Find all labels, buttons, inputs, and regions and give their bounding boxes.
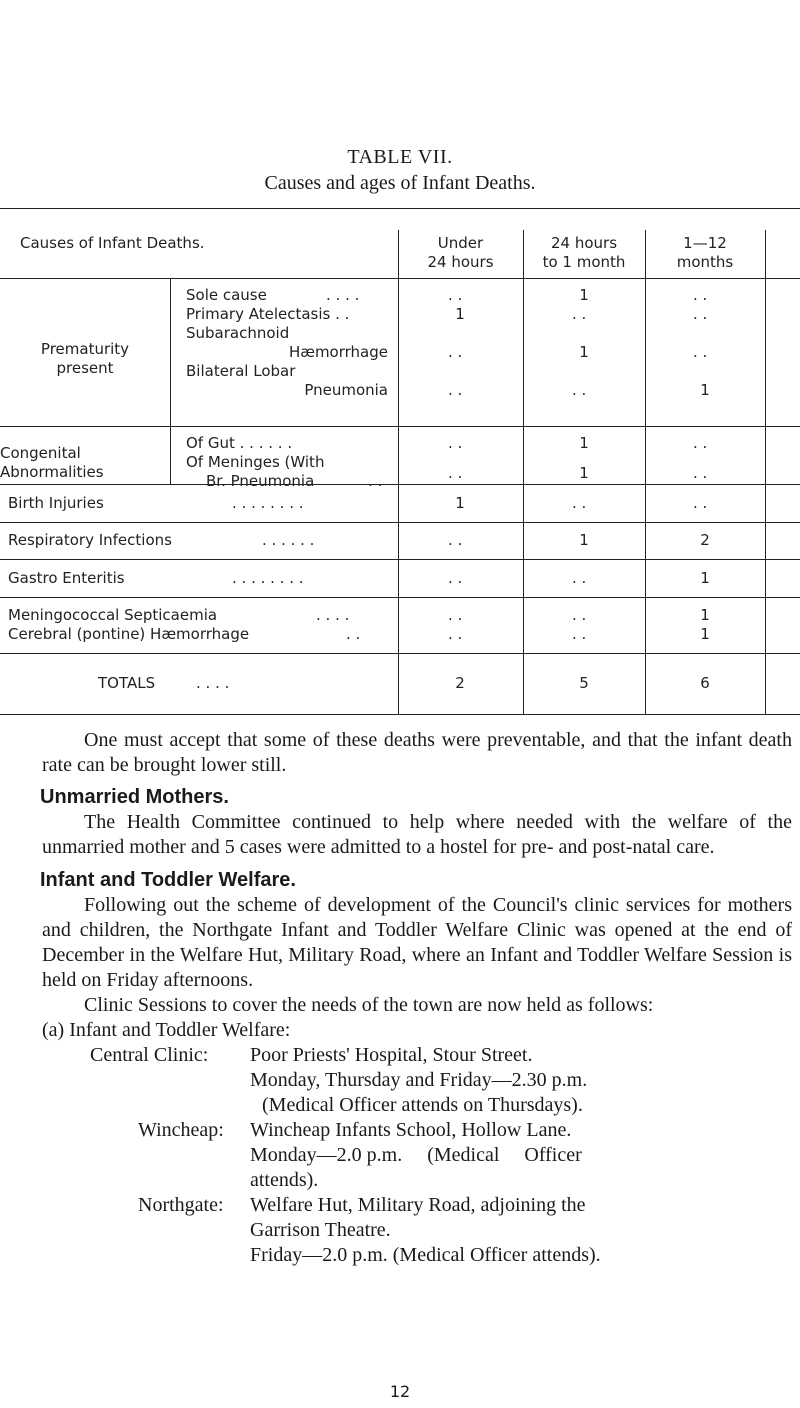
row-dots: . . . . — [316, 606, 350, 624]
empty-cell-dots: . . — [693, 343, 708, 361]
congenital-label-line2: Abnormalities — [0, 463, 104, 481]
empty-cell-dots: . . — [572, 569, 587, 587]
header-1-12-months — [645, 234, 765, 272]
empty-cell-dots: . . — [572, 305, 587, 323]
heading-infant-toddler-welfare: Infant and Toddler Welfare. — [40, 869, 296, 891]
row-dots: . . . . . . — [262, 531, 315, 549]
empty-cell-dots: . . — [448, 286, 463, 304]
row-rule — [0, 653, 800, 654]
empty-cell-dots: . . — [693, 434, 708, 452]
cell-value: 1 — [700, 569, 710, 587]
empty-cell-dots: . . — [448, 531, 463, 549]
header-under-line1: Under — [437, 234, 484, 252]
row-dots: . . . . — [196, 674, 230, 692]
row-rule — [0, 559, 800, 560]
wincheap-line3: attends). — [250, 1169, 319, 1191]
prematurity-label-line2: present — [56, 359, 114, 377]
header-24h-line2: to 1 month — [542, 253, 626, 271]
row-birth-injuries: Birth Injuries — [8, 494, 104, 512]
row-of-gut: Of Gut . . . . . . — [186, 434, 293, 452]
table-top-rule — [0, 208, 800, 209]
cell-value: 1 — [579, 286, 589, 304]
empty-cell-dots: . . — [572, 606, 587, 624]
row-bilateral-lobar: Bilateral Lobar — [186, 362, 296, 380]
col-rule — [398, 230, 399, 714]
cell-value: 1 — [455, 305, 465, 323]
northgate-line3: Friday—2.0 p.m. (Medical Officer attends). — [250, 1244, 601, 1266]
row-pneumonia: Pneumonia — [304, 381, 388, 399]
row-cerebral-haemorrhage: Cerebral (pontine) Hæmorrhage — [8, 625, 250, 643]
wincheap-line2: Monday—2.0 p.m. (Medical Officer — [250, 1144, 582, 1166]
row-dots: . . . . . . . . — [232, 569, 304, 587]
row-dots: . . — [368, 472, 383, 490]
empty-cell-dots: . . — [693, 464, 708, 482]
row-primary-atelectasis: Primary Atelectasis . . — [186, 305, 350, 323]
empty-cell-dots: . . — [448, 434, 463, 452]
cell-value: 1 — [700, 625, 710, 643]
row-dots: . . — [346, 625, 361, 643]
paragraph-clinic-sessions: Clinic Sessions to cover the needs of the town are now held as follows: — [84, 994, 654, 1016]
row-rule — [0, 522, 800, 523]
header-months-line1: 1—12 — [683, 234, 727, 252]
table-subtitle: Causes and ages of Infant Deaths. — [264, 172, 536, 194]
header-under-24-hours — [398, 234, 523, 272]
cell-value: 1 — [579, 531, 589, 549]
northgate-line1: Welfare Hut, Military Road, adjoining the — [250, 1194, 586, 1216]
paragraph-preventable: One must accept that some of these deaths were preventable, and that the infant death rate can be brought lower still. — [42, 729, 792, 776]
central-clinic-line1: Poor Priests' Hospital, Stour Street. — [250, 1044, 533, 1066]
col-rule — [645, 230, 646, 714]
page-number: 12 — [389, 1382, 411, 1401]
body-text — [40, 728, 792, 1268]
col-rule — [170, 278, 171, 484]
empty-cell-dots: . . — [448, 625, 463, 643]
clinic-list — [42, 1018, 792, 1268]
empty-cell-dots: . . — [448, 381, 463, 399]
cell-value: 1 — [700, 606, 710, 624]
prematurity-label-line1: Prematurity — [40, 340, 130, 358]
northgate-label: Northgate: — [138, 1194, 224, 1216]
header-months-line2: months — [676, 253, 734, 271]
empty-cell-dots: . . — [693, 286, 708, 304]
header-causes: Causes of Infant Deaths. — [20, 234, 205, 252]
empty-cell-dots: . . — [572, 625, 587, 643]
row-rule — [0, 484, 800, 485]
row-meningococcal-septicaemia: Meningococcal Septicaemia — [8, 606, 218, 624]
congenital-label-line1: Congenital — [0, 444, 81, 462]
header-24h-line1: 24 hours — [550, 234, 618, 252]
col-rule — [765, 230, 766, 714]
northgate-line2: Garrison Theatre. — [250, 1219, 391, 1241]
empty-cell-dots: . . — [448, 606, 463, 624]
empty-cell-dots: . . — [693, 494, 708, 512]
row-totals: TOTALS — [98, 674, 156, 692]
empty-cell-dots: . . — [448, 464, 463, 482]
row-dots: . . . . — [326, 286, 360, 304]
group-congenital — [0, 444, 170, 482]
total-1-12-months: 6 — [700, 674, 710, 692]
row-haemorrhage: Hæmorrhage — [288, 343, 388, 361]
cell-value: 1 — [700, 381, 710, 399]
row-subarachnoid: Subarachnoid — [186, 324, 290, 342]
empty-cell-dots: . . — [448, 343, 463, 361]
col-rule — [523, 230, 524, 714]
paragraph-northgate-clinic: Following out the scheme of development of the Council's clinic services for mothers and children, the Northgate Infant and Toddler Welfare Clinic was opened at the end of December in the Welfare Hut, Military Road, where an Infant and Toddler Welfare Session is held on Friday afternoons. — [42, 894, 792, 991]
row-sole-cause: Sole cause — [186, 286, 267, 304]
list-item-a: (a) Infant and Toddler Welfare: — [42, 1019, 291, 1041]
group-prematurity — [0, 340, 170, 378]
header-under-line2: 24 hours — [427, 253, 494, 271]
empty-cell-dots: . . — [448, 569, 463, 587]
cell-value: 1 — [579, 464, 589, 482]
paragraph-unmarried-mothers: The Health Committee continued to help where needed with the welfare of the unmarried mother and 5 cases were admitted to a hostel for pre- and post-natal care. — [42, 811, 792, 858]
row-br-pneumonia: Br. Pneumonia — [206, 472, 315, 490]
wincheap-line1: Wincheap Infants School, Hollow Lane. — [250, 1119, 572, 1141]
cell-value: 2 — [700, 531, 710, 549]
cell-value: 1 — [579, 343, 589, 361]
central-clinic-line3: (Medical Officer attends on Thursdays). — [262, 1094, 583, 1116]
row-dots: . . . . . . . . — [232, 494, 304, 512]
cell-value: 1 — [579, 434, 589, 452]
empty-cell-dots: . . — [572, 494, 587, 512]
header-24h-to-1-month — [523, 234, 645, 272]
header-rule — [0, 278, 800, 279]
wincheap-label: Wincheap: — [138, 1119, 224, 1141]
empty-cell-dots: . . — [572, 381, 587, 399]
heading-unmarried-mothers: Unmarried Mothers. — [40, 786, 229, 808]
row-rule — [0, 597, 800, 598]
row-rule — [0, 426, 800, 427]
cell-value: 1 — [455, 494, 465, 512]
infant-deaths-table — [0, 208, 800, 716]
row-gastro-enteritis: Gastro Enteritis — [8, 569, 125, 587]
row-of-meninges: Of Meninges (With — [186, 453, 325, 471]
central-clinic-line2: Monday, Thursday and Friday—2.30 p.m. — [250, 1069, 588, 1091]
table-title: TABLE VII. — [347, 146, 453, 168]
central-clinic-label: Central Clinic: — [90, 1044, 209, 1066]
total-under-24-hours: 2 — [455, 674, 465, 692]
row-respiratory-infections: Respiratory Infections — [8, 531, 172, 549]
total-24h-to-1-month: 5 — [579, 674, 589, 692]
empty-cell-dots: . . — [693, 305, 708, 323]
table-bottom-rule — [0, 714, 800, 715]
